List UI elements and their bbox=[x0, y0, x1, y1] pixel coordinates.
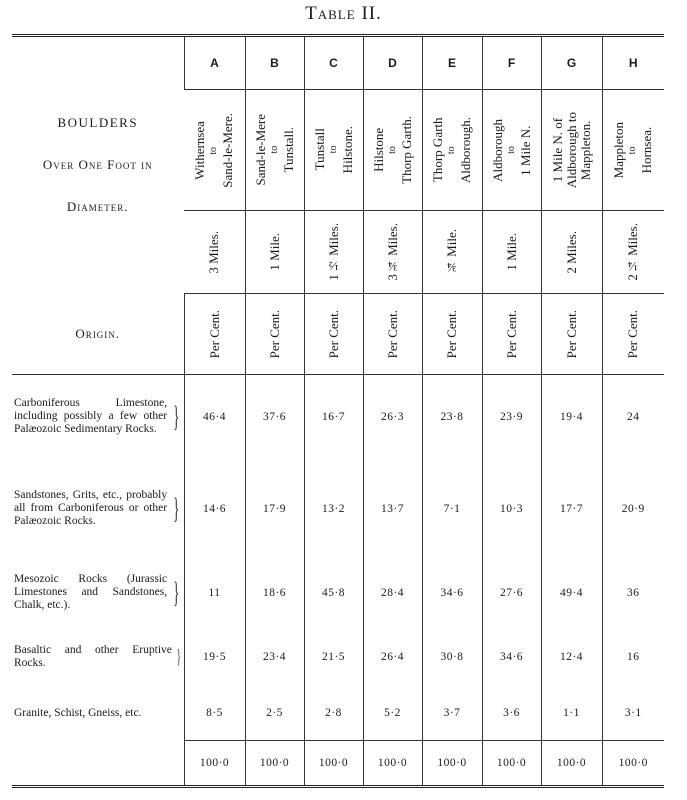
row-label-sandstones: Sandstones, Grits, etc., probably all from Carboniferous or other Palæozoic Rocks. bbox=[14, 489, 168, 527]
table-cell: 18·6 bbox=[245, 559, 304, 627]
distance-cell-d: 3¾ Miles. bbox=[363, 211, 422, 294]
brace-icon: } bbox=[173, 399, 180, 433]
table-cell: 13·7 bbox=[363, 459, 422, 559]
table-row bbox=[12, 627, 664, 687]
table-cell: 3·1 bbox=[602, 687, 664, 741]
route-cell-g: 1 Mile N. of Aldborough to Mappleton. bbox=[541, 90, 602, 211]
table-cell: 36 bbox=[602, 559, 664, 627]
row-label-carboniferous: Carboniferous Limestone, including possibly a few other Palæozoic Sedimentary Rocks. bbox=[14, 397, 168, 436]
column-letter-e: E bbox=[422, 36, 482, 90]
route-cell-f: Aldborough to 1 Mile N. bbox=[482, 90, 541, 211]
table-cell: 34·6 bbox=[482, 627, 541, 687]
table-cell: 10·3 bbox=[482, 459, 541, 559]
unit-row bbox=[12, 294, 664, 375]
column-letter-d: D bbox=[363, 36, 422, 90]
table-cell: 2·5 bbox=[245, 687, 304, 741]
table-cell: 5·2 bbox=[363, 687, 422, 741]
unit-cell-f: Per Cent. bbox=[482, 294, 541, 375]
table-cell: 2·8 bbox=[304, 687, 363, 741]
row-label-basaltic: Basaltic and other Eruptive Rocks. bbox=[14, 643, 172, 669]
table-cell: 30·8 bbox=[422, 627, 482, 687]
brace-icon: } bbox=[176, 645, 181, 668]
total-cell: 100·0 bbox=[541, 741, 602, 787]
table-cell: 23·4 bbox=[245, 627, 304, 687]
distance-cell-c: 1½ Miles. bbox=[304, 211, 363, 294]
table-cell: 17·9 bbox=[245, 459, 304, 559]
total-cell: 100·0 bbox=[422, 741, 482, 787]
table-row bbox=[12, 559, 664, 627]
origin-heading: Origin. bbox=[12, 294, 184, 375]
table-cell: 19·5 bbox=[184, 627, 245, 687]
table-cell: 34·6 bbox=[422, 559, 482, 627]
table-cell: 14·6 bbox=[184, 459, 245, 559]
table-cell: 27·6 bbox=[482, 559, 541, 627]
size-heading: Over One Foot in bbox=[42, 157, 153, 173]
route-cell-a: Withernsea to Sand-le-Mere. bbox=[184, 90, 245, 211]
distance-cell-f: 1 Mile. bbox=[482, 211, 541, 294]
unit-cell-h: Per Cent. bbox=[602, 294, 664, 375]
brace-icon: } bbox=[173, 491, 180, 525]
brace-icon: } bbox=[173, 575, 180, 609]
route-cell-c: Tunstall to Hilstone. bbox=[304, 90, 363, 211]
table-cell: 46·4 bbox=[184, 375, 245, 459]
table-cell: 12·4 bbox=[541, 627, 602, 687]
row-label-granite: Granite, Schist, Gneiss, etc. bbox=[14, 707, 142, 719]
table-cell: 23·8 bbox=[422, 375, 482, 459]
route-cell-e: Thorp Garth to Aldborough. bbox=[422, 90, 482, 211]
table-row bbox=[12, 375, 664, 459]
table-cell: 13·2 bbox=[304, 459, 363, 559]
table-cell: 7·1 bbox=[422, 459, 482, 559]
boulders-heading-cell bbox=[12, 36, 184, 294]
total-cell: 100·0 bbox=[184, 741, 245, 787]
distance-cell-a: 3 Miles. bbox=[184, 211, 245, 294]
table-cell: 16·7 bbox=[304, 375, 363, 459]
totals-row bbox=[12, 741, 664, 787]
distance-cell-b: 1 Mile. bbox=[245, 211, 304, 294]
table-cell: 24 bbox=[602, 375, 664, 459]
table-row bbox=[12, 687, 664, 741]
table-cell: 49·4 bbox=[541, 559, 602, 627]
table-cell: 1·1 bbox=[541, 687, 602, 741]
total-cell: 100·0 bbox=[602, 741, 664, 787]
total-cell: 100·0 bbox=[304, 741, 363, 787]
table-cell: 37·6 bbox=[245, 375, 304, 459]
boulders-heading: BOULDERS bbox=[57, 115, 139, 131]
table-cell: 26·4 bbox=[363, 627, 422, 687]
table-cell: 21·5 bbox=[304, 627, 363, 687]
route-cell-d: Hilstone to Thorp Garth. bbox=[363, 90, 422, 211]
table-cell: 23·9 bbox=[482, 375, 541, 459]
table-cell: 16 bbox=[602, 627, 664, 687]
total-cell: 100·0 bbox=[363, 741, 422, 787]
row-label-mesozoic: Mesozoic Rocks (Jurassic Limestones and Sandstones, Chalk, etc.). bbox=[14, 573, 168, 611]
distance-cell-g: 2 Miles. bbox=[541, 211, 602, 294]
table-cell: 19·4 bbox=[541, 375, 602, 459]
table-cell: 45·8 bbox=[304, 559, 363, 627]
unit-cell-e: Per Cent. bbox=[422, 294, 482, 375]
table-cell: 20·9 bbox=[602, 459, 664, 559]
route-cell-h: Mappleton to Hornsea. bbox=[602, 90, 664, 211]
distance-cell-h: 2¼ Miles. bbox=[602, 211, 664, 294]
column-letter-b: B bbox=[245, 36, 304, 90]
column-letter-row bbox=[12, 36, 664, 90]
route-cell-b: Sand-le-Mere to Tunstall. bbox=[245, 90, 304, 211]
table-title: Table II. bbox=[305, 3, 382, 24]
total-cell: 100·0 bbox=[245, 741, 304, 787]
unit-cell-b: Per Cent. bbox=[245, 294, 304, 375]
diameter-heading: Diameter. bbox=[66, 199, 129, 215]
column-letter-f: F bbox=[482, 36, 541, 90]
unit-cell-c: Per Cent. bbox=[304, 294, 363, 375]
unit-cell-a: Per Cent. bbox=[184, 294, 245, 375]
unit-cell-d: Per Cent. bbox=[363, 294, 422, 375]
total-cell: 100·0 bbox=[482, 741, 541, 787]
table-cell: 26·3 bbox=[363, 375, 422, 459]
column-letter-g: G bbox=[541, 36, 602, 90]
table-cell: 17·7 bbox=[541, 459, 602, 559]
boulder-table bbox=[12, 34, 664, 788]
table-row bbox=[12, 459, 664, 559]
column-letter-a: A bbox=[184, 36, 245, 90]
table-cell: 3·6 bbox=[482, 687, 541, 741]
totals-label-cell bbox=[12, 741, 184, 787]
column-letter-c: C bbox=[304, 36, 363, 90]
table-cell: 28·4 bbox=[363, 559, 422, 627]
unit-cell-g: Per Cent. bbox=[541, 294, 602, 375]
table-cell: 8·5 bbox=[184, 687, 245, 741]
column-letter-h: H bbox=[602, 36, 664, 90]
distance-cell-e: ¾ Mile. bbox=[422, 211, 482, 294]
table-cell: 3·7 bbox=[422, 687, 482, 741]
table-cell: 11 bbox=[184, 559, 245, 627]
